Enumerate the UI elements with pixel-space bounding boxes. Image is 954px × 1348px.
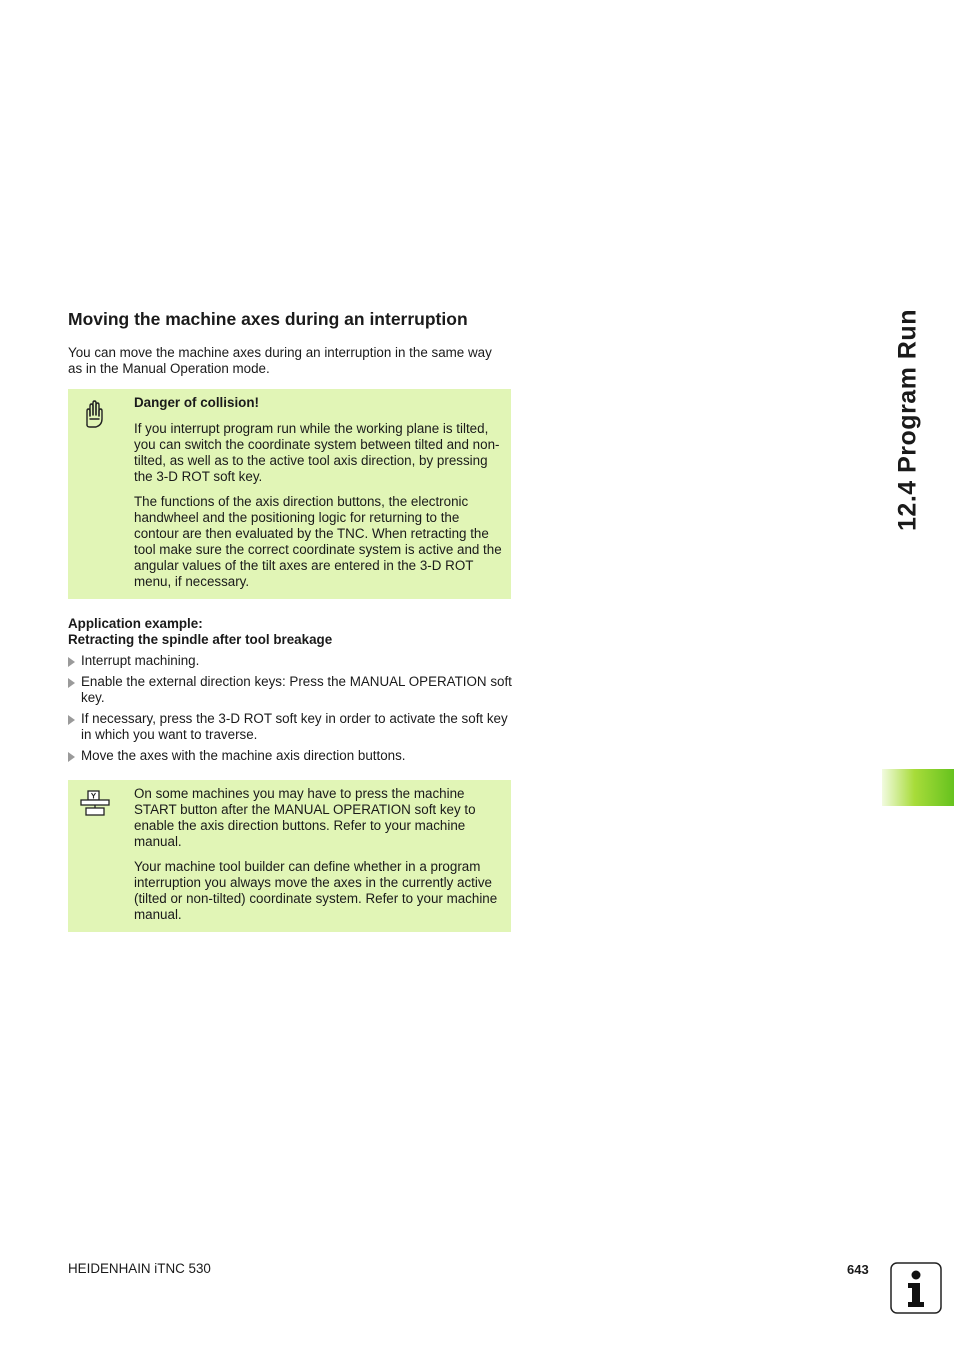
hand-warning-icon bbox=[78, 397, 112, 431]
warning-heading: Danger of collision! bbox=[134, 395, 259, 410]
warning-box-content bbox=[134, 395, 504, 599]
triangle-bullet-icon bbox=[68, 752, 75, 762]
step-text: If necessary, press the 3-D ROT soft key in order to activate the soft key in which you want to traverse. bbox=[81, 711, 508, 742]
info-icon bbox=[890, 1262, 942, 1314]
warning-paragraph-1: If you interrupt program run while the working plane is tilted, you can switch the coordinate system between tilted and non-tilted, as well as to the active tool axis direction, by pressing the 3-D ROT soft key. bbox=[134, 421, 500, 484]
machine-note-paragraph-1: On some machines you may have to press the machine START button after the MANUAL OPERATION soft key to enable the axis direction buttons. Refer to your machine manual. bbox=[134, 786, 476, 849]
machine-note-box bbox=[68, 780, 511, 932]
list-item bbox=[68, 674, 513, 706]
list-item bbox=[68, 711, 513, 743]
intro-paragraph: You can move the machine axes during an interruption in the same way as in the Manual Operation mode. bbox=[68, 345, 492, 376]
example-heading-line-1: Application example: bbox=[68, 616, 203, 631]
example-steps-list bbox=[68, 653, 513, 769]
triangle-bullet-icon bbox=[68, 657, 75, 667]
step-text: Interrupt machining. bbox=[81, 653, 200, 668]
triangle-bullet-icon bbox=[68, 678, 75, 688]
machine-note-paragraph-2: Your machine tool builder can define whether in a program interruption you always move the axes in the currently active (tilted or non-tilted) coordinate system. Refer to your machine manual. bbox=[134, 859, 498, 922]
list-item bbox=[68, 748, 513, 764]
example-heading bbox=[68, 616, 508, 648]
footer-product-name: HEIDENHAIN iTNC 530 bbox=[68, 1261, 211, 1276]
warning-paragraph-2: The functions of the axis direction buttons, the electronic handwheel and the positioning logic for returning to the contour are then evaluated by the TNC. When retracting the tool make sure the correct coordinate system is active and the angular values of the tilt axes are entered in the 3-D ROT menu, if necessary. bbox=[134, 494, 502, 589]
chapter-side-title bbox=[868, 290, 948, 550]
machine-tool-icon bbox=[78, 788, 112, 822]
page-number: 643 bbox=[847, 1262, 869, 1277]
machine-note-content bbox=[134, 786, 504, 932]
collision-warning-box bbox=[68, 389, 511, 599]
section-title: Moving the machine axes during an interruption bbox=[68, 309, 468, 329]
list-item bbox=[68, 653, 513, 669]
step-text: Move the axes with the machine axis direction buttons. bbox=[81, 748, 406, 763]
chapter-tab-marker bbox=[882, 769, 954, 806]
example-heading-line-2: Retracting the spindle after tool breakage bbox=[68, 632, 333, 647]
step-text: Enable the external direction keys: Press the MANUAL OPERATION soft key. bbox=[81, 674, 512, 705]
chapter-side-title-text: 12.4 Program Run bbox=[893, 309, 922, 531]
triangle-bullet-icon bbox=[68, 715, 75, 725]
